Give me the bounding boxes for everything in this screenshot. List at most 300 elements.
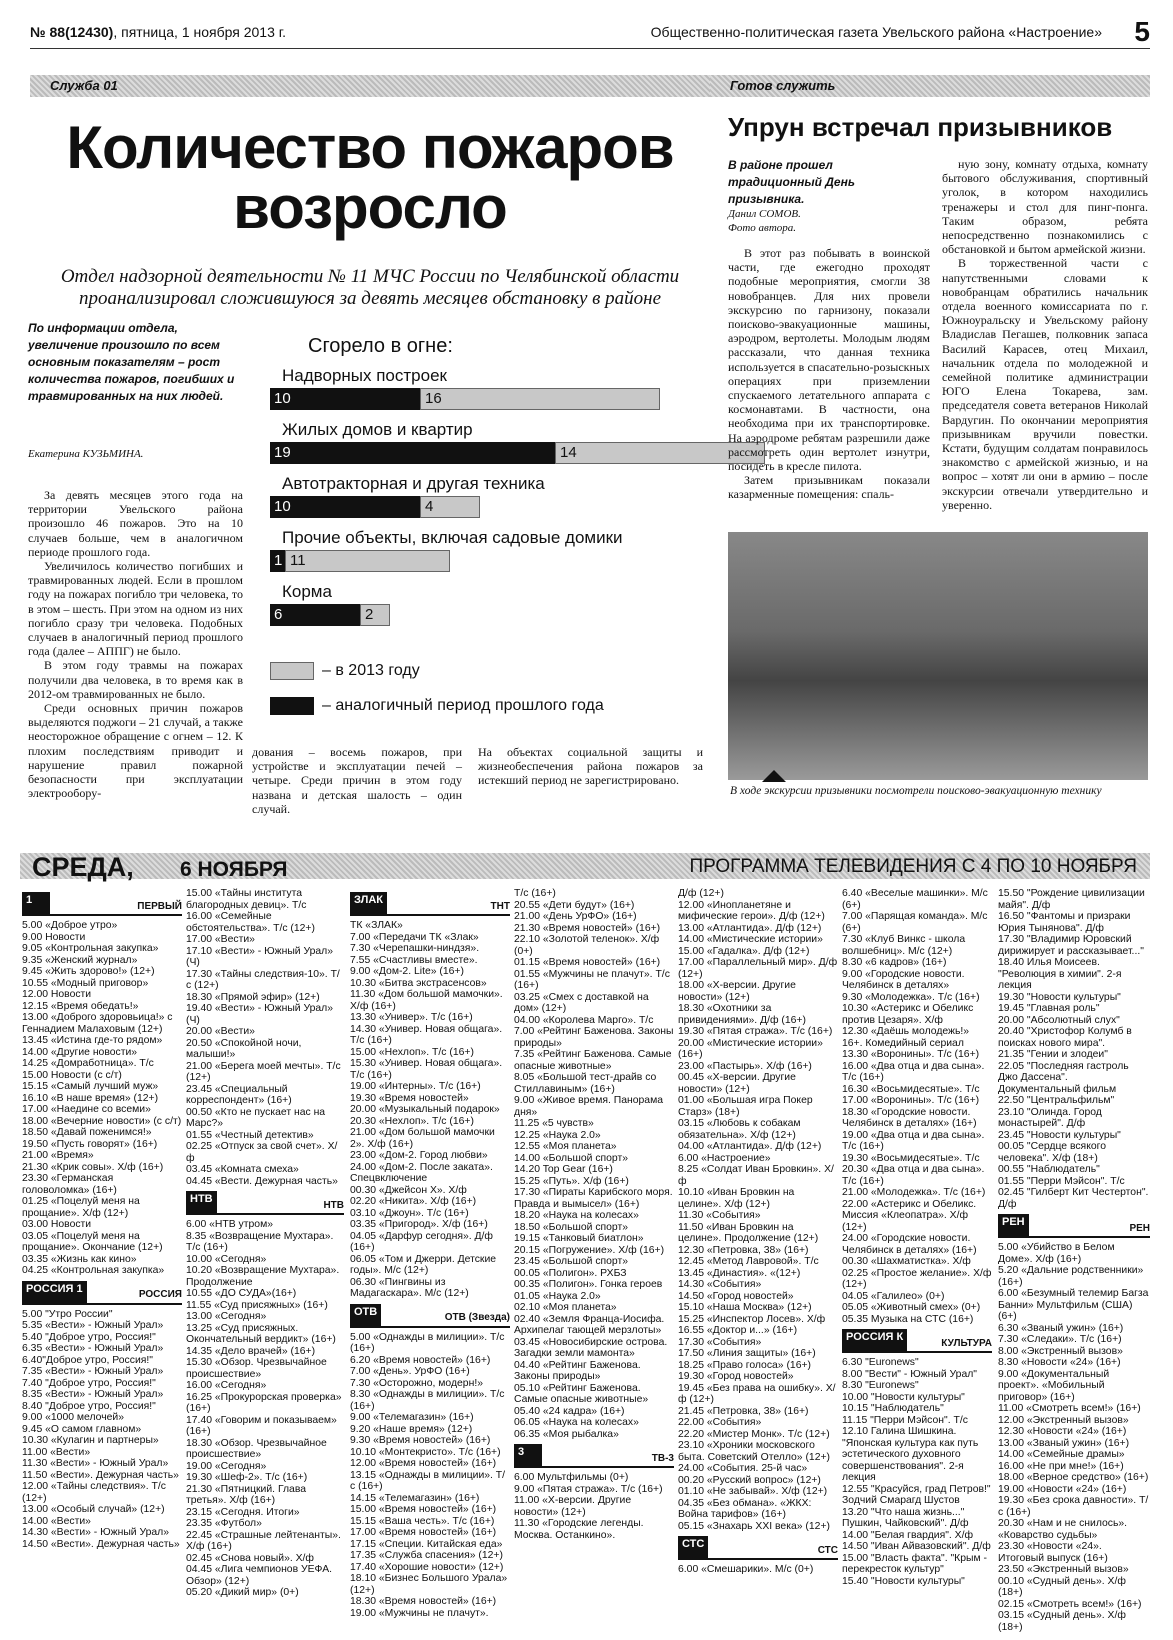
issue-date: , пятница, 1 ноября 2013 г. (113, 24, 287, 40)
tv-listing: 17.50 «Линия защиты» (16+) (678, 1348, 816, 1359)
tv-listing: 17.00 «Наедине со всеми» (22, 1104, 151, 1115)
tv-listing: 18.25 «Право голоса» (16+) (678, 1359, 812, 1371)
channel-header-ren (998, 1214, 1150, 1238)
ren-logo-icon: РЕН (998, 1214, 1029, 1236)
tv-listing: 00.05 «Полигон». РХБЗ (514, 1267, 627, 1279)
article-title: Количество пожаров возросло (66, 114, 674, 241)
tv-listing: 15.25 «Путь». Х/ф (16+) (514, 1175, 629, 1187)
tv-listing: 10.20 «Возвращение Мухтара». Продолжение (186, 1265, 340, 1288)
article-subtitle: Отдел надзорной деятельности № 11 МЧС России по Челябинской области проанализировал сложившуюся за девять месяцев обстановку в районе (60, 266, 680, 309)
tv-listing: 14.00 «Вести» (22, 1515, 91, 1527)
tv-listing: 16.00 «Два отца и два сына». Т/с (16+) (842, 1060, 985, 1083)
tv-listing: 6.40"Доброе утро, Россия!" (22, 1354, 153, 1366)
tv-day: СРЕДА, (32, 852, 134, 882)
channel-name: РОССИЯ (138, 1289, 182, 1300)
rossiya-logo: РОССИЯ 1 (22, 1281, 87, 1303)
tv-listing: 24.00 «Дом-2. После заката». Спецвключение (350, 1161, 493, 1184)
listing-block (186, 1219, 344, 1599)
tv-listing: 15.15 «Самый лучший муж» (22, 1081, 159, 1092)
tv-listing: 9.05 «Контрольная закупка» (22, 943, 159, 954)
tv-listing: 17.30 "Владимир Юровский дирижирует и рассказывает..." (998, 934, 1144, 957)
channel-name: КУЛЬТУРА (941, 1337, 992, 1349)
tv-listing: 13.45 «Династия». «(12+) (678, 1267, 801, 1279)
tv-listing: 16.00 «Сегодня» (186, 1380, 267, 1391)
tv-listing: 01.10 «Не забывай». Х/ф (12+) (678, 1486, 828, 1497)
tv-listing: 01.55 «Честный детектив» (186, 1129, 314, 1141)
tv-listing: 10.55 «ДО СУДА»(16+) (186, 1288, 297, 1299)
tv-listing: 13.00 «Атлантида». Д/ф (12+) (678, 922, 822, 934)
tv-listing: 19.30 «Город новостей» (678, 1371, 794, 1382)
tv-listing: 02.15 «Смотреть всем!» (16+) (998, 1598, 1142, 1610)
tv-listing: 22.20 «Мистер Монк». Т/с (12+) (678, 1428, 830, 1440)
tv-listing: 8.40 "Доброе утро, Россия!" (22, 1400, 156, 1412)
tv-listing: 20.40 "Христофор Колумб в поисках нового мира". (998, 1026, 1132, 1049)
tv-listing: 12.00 «Экстренный вызов» (998, 1414, 1129, 1426)
tv-listing: 9.30 «Молодежка». Т/с (16+) (842, 991, 980, 1003)
tv-listing: 9.00 «Городские новости. Челябинск в деталях» (842, 968, 965, 991)
listing-block (678, 1564, 838, 1576)
tv-listing: 13.00 «Доброго здоровьица!» с Геннадием Малаховым (12+) (22, 1012, 173, 1035)
tv-col-7 (998, 888, 1150, 1633)
listing-block (998, 888, 1150, 1210)
channel-name: НТВ (323, 1199, 344, 1211)
tv-listing: 20.00 «Мистические истории» (16+) (678, 1037, 823, 1060)
tv-date: 6 НОЯБРЯ (180, 858, 288, 881)
chart-category-label: Жилых домов и квартир (282, 420, 473, 439)
tv-listing: 13.30 «Универ». Т/с (16+) (350, 1012, 473, 1023)
tv-listing: 7.30 «Осторожно, модерн!» (350, 1377, 483, 1389)
tv-listing: 8.35 «Возвращение Мухтара». Т/с (16+) (186, 1230, 334, 1253)
tv-listing: 6.00 «НТВ утром» (186, 1219, 273, 1230)
tv-listing: 9.00 «Дом-2. Lite» (16+) (350, 966, 464, 977)
chart-bar-current: 2 (360, 604, 390, 626)
tv-listing: 15.00 «Гадалка». Д/ф (12+) (678, 945, 810, 957)
tv-listing: 14.50 «Город новостей» (678, 1290, 794, 1302)
channel-name: СТС (817, 1544, 838, 1556)
tv-listing: 20.30 «Нехлоп». Т/с (16+) (350, 1115, 474, 1127)
listing-block (22, 1309, 182, 1551)
tv-listing: 22.00 «Астерикс и Обеликс. Миссия «Клеопатра». Х/ф (12+) (842, 1198, 977, 1233)
tv-listing: 16.00 «Не при мне!» (16+) (998, 1460, 1124, 1472)
photo-conscripts (728, 532, 1148, 780)
tv-listing: 24.00 «Городские новости. Челябинск в деталях» (16+) (842, 1233, 977, 1256)
paper-name: Общественно-политическая газета Увельского района «Настроение» (650, 24, 1102, 40)
tv-listing: 00.05 "Сердце всякого человека". Х/ф (18+) (998, 1141, 1106, 1164)
tv-listing: 7.30 «Клуб Винкс - школа волшебниц». М/с (12+) (842, 934, 966, 957)
tv-listing: 15.00 Новости (с с/т) (22, 1069, 122, 1081)
tv-listing: 5.00 «Доброе утро» (22, 920, 118, 931)
issue-info (30, 24, 286, 40)
tv-listing: 6.35 «Вести» - Южный Урал» (22, 1343, 164, 1354)
tv-listing: 06.05 «Наука на колесах» (514, 1417, 639, 1428)
left-rubric: Служба 01 (50, 78, 118, 93)
tv-listing: 11.30 «Городские легенды. Москва. Останкино». (514, 1518, 644, 1541)
tv-listing: 19.40 «Вести» - Южный Урал» (Ч) (186, 1003, 334, 1026)
tv-listing: 7.35 «Рейтинг Баженова. Самые опасные животные» (514, 1049, 672, 1072)
channel-header-otv (350, 1304, 510, 1328)
tv-listing: 21.00 «Берега моей мечты». Т/с (12+) (186, 1060, 341, 1083)
tv-listing: 6.30 «Званый ужин» (16+) (998, 1322, 1124, 1334)
tv-listing: 18.30 «Обзор. Чрезвычайное происшествие» (186, 1437, 327, 1460)
tv-listing: 14.30 «События» (678, 1279, 762, 1290)
tv-listing: 5.00 «Однажды в милиции». Т/с (16+) (350, 1331, 505, 1354)
tv-listing: 22.10 «Золотой теленок». Х/ф (0+) (514, 934, 660, 957)
chart-bar-prev: 19 (270, 442, 555, 464)
tv-listing: 04.00 «Атлантида». Д/ф (12+) (678, 1141, 822, 1152)
paragraph: ную зону, комнату отдыха, комнату бытового обслуживания, спортивный уголок, в котором находились тренажеры и стол для пинг-понга. Таким образом, ребята непосредственно познакомились с обстановкой и бытом армейской жизни. (942, 157, 1148, 257)
right-photo-credit: Фото автора. (728, 222, 797, 234)
tv-listing: 16.30 «Восьмидесятые». Т/с (842, 1083, 980, 1095)
tv-listing: 20.50 «Спокойной ночи, малыши!» (186, 1037, 302, 1060)
tv-listing: 12.00 «Время новостей» (16+) (350, 1458, 497, 1469)
channel-name: ТНТ (490, 900, 510, 912)
tv-listing: 19.30 «Время новостей» (350, 1092, 469, 1104)
chart-bar-current: 11 (285, 550, 450, 572)
tv-listing: 6.00 «Настроение» (678, 1152, 771, 1164)
tv-listing: 17.40 «Говорим и показываем» (16+) (186, 1414, 337, 1437)
tv-listing: 02.45 "Гилберт Кит Честертон". Д/ф (998, 1187, 1149, 1210)
tv-listing: 9.00 «Телемагазин» (16+) (350, 1412, 474, 1423)
right-lead: В районе прошел традиционный День призывника. (728, 158, 855, 206)
tv-listing: 23.30 «Германская головоломка» (16+) (22, 1173, 117, 1196)
tv-listing: 15.00 «Время новостей» (16+) (350, 1504, 497, 1515)
right-author: Данил СОМОВ. (728, 208, 801, 220)
tv-listing: 17.00 «Время новостей» (16+) (350, 1527, 497, 1538)
tv-listing: 23.50 «Экстренный вызов» (998, 1564, 1129, 1575)
tv-listing: 15.00 "Власть факта". "Крым - перекресток культур" (842, 1552, 987, 1575)
tv-listing: 04.40 «Рейтинг Баженова. Законы природы» (514, 1359, 641, 1382)
channel-name: ОТВ (Звезда) (444, 1312, 510, 1323)
chart-category-label: Автотракторная и другая техника (282, 474, 545, 493)
tv-listing: 17.40 «Хорошие новости» (12+) (350, 1561, 504, 1573)
tv-listing: 03.15 «Любовь к собакам обязательна». Х/ф (12+) (678, 1118, 801, 1141)
tv-listing: 12.55 «Моя планета» (514, 1141, 617, 1152)
tv-listing: 10.10 «Иван Бровкин на целине». Х/ф (12+) (678, 1187, 795, 1210)
tv-listing: 14.00 "Белая гвардия". Х/ф (842, 1529, 974, 1541)
tv3-logo-icon: 3 (514, 1444, 542, 1466)
tv-listing: 04.05 «Галилео» (0+) (842, 1290, 945, 1302)
tv-listing: 11.55 «Суд присяжных» (16+) (186, 1299, 328, 1311)
tv-listing: 21.00 «Дом большой мамочки 2». Х/ф (16+) (350, 1127, 495, 1150)
chart-bar-prev: 10 (270, 388, 420, 410)
tv-listing: 19.45 «Без права на ошибку». Х/ф (12+) (678, 1382, 836, 1405)
tv-listing: 00.35 «Полигон». Гонка героев (514, 1279, 663, 1290)
tv-listing: 04.35 «Без обмана». «ЖКХ: Война тарифов» (16+) (678, 1497, 812, 1520)
tv-listing: 16.55 «Доктор и...» (16+) (678, 1325, 798, 1336)
tv-listing: 12.30 «Петровка, 38» (16+) (678, 1244, 809, 1256)
chart-bar-current: 16 (420, 388, 660, 410)
tv-listing: 12.30 «Новости «24» (16+) (998, 1426, 1127, 1437)
tv-listing: 24.00 «События. 25-й час» (678, 1463, 808, 1474)
tv-listing: 19.15 «Танковый биатлон» (514, 1233, 644, 1244)
tv-listing: 5.40 "Доброе утро, Россия!" (22, 1331, 156, 1343)
channel-header-perviy (22, 892, 182, 916)
tv-listing: 9.20 «Наше время» (12+) (350, 1423, 473, 1435)
tv-col-4 (514, 888, 674, 1633)
tv-listing: 13.00 «Особый случай» (12+) (22, 1504, 165, 1515)
tv-listing: 11.25 «5 чувств» (514, 1118, 594, 1129)
chart-bar-prev: 1 (270, 550, 285, 572)
tv-listing: 00.50 «Кто не пускает нас на Марс?» (186, 1106, 326, 1129)
tv-listing: 03.45 «Новосибирские острова. Загадки земли мамонта» (514, 1336, 668, 1359)
article-lead: По информации отдела, увеличение произошло по всем основным показателям – рост количества пожаров, погибших и травмированных на них людей. (28, 321, 235, 403)
tv-listing: 18.30 «Прямой эфир» (12+) (186, 991, 320, 1003)
listing-block (186, 888, 344, 1187)
tv-listing: 7.55 «Счастливы вместе». (350, 954, 478, 966)
tv-listing: 05.10 «Рейтинг Баженова. Самые опасные животные» (514, 1382, 649, 1405)
tv-listing: 17.30 «Пираты Карибского моря. Правда и вымысел» (16+) (514, 1187, 673, 1210)
channel-header-tnt (350, 892, 510, 916)
tv-listing: 12.00 Новости (22, 989, 92, 1000)
tv-listing: 22.00 «События» (678, 1417, 762, 1428)
tv-listing: 10.30 «Астерикс и Обеликс против Цезаря». Х/ф (842, 1003, 974, 1026)
tv-listing: 02.40 «Земля Франца-Иосифа. Архипелаг тающей мерзлоты» (514, 1313, 665, 1336)
tv-listing: 04.00 «Королева Марго». Т/с (514, 1014, 654, 1026)
right-rubric: Готов служить (730, 78, 836, 93)
tv-col-5 (678, 888, 838, 1633)
tv-listing: 03.10 «Джоун». Т/с (16+) (350, 1207, 469, 1219)
tv-listing: 04.45 «Вести. Дежурная часть» (186, 1175, 338, 1187)
tv-listing: 17.10 «Вести» - Южный Урал» (Ч) (186, 945, 334, 968)
channel-name: РЕН (1129, 1222, 1150, 1234)
sts-logo-icon: СТС (678, 1536, 708, 1558)
tv-col-2 (186, 888, 344, 1633)
tv-listing: 21.00 «Молодежка». Т/с (16+) (842, 1187, 986, 1198)
tv-listing: 03.00 Новости (22, 1219, 92, 1230)
chart-bar-prev: 10 (270, 496, 420, 518)
tv-listing: 17.00 «Вести» (186, 934, 255, 945)
tv-listing: 20.00 "Абсолютный слух" (998, 1014, 1120, 1026)
tv-listing: 19.30 «Восьмидесятые». Т/с (842, 1152, 980, 1164)
left-rubric-band (30, 75, 710, 97)
listing-block (514, 1472, 674, 1541)
tv-listing: 11.00 «Смотреть всем!» (16+) (998, 1403, 1141, 1414)
tv-listing: 10.30 «Кулагин и партнеры» (22, 1435, 159, 1446)
tv-listing: 23.00 «Пастырь». Х/ф (16+) (678, 1060, 812, 1072)
tv-listing: 15.15 «Ваша честь». Т/с (16+) (350, 1515, 495, 1527)
tv-listing: 12.55 "Красуйся, град Петров!" Зодчий Смарагд Шустов (842, 1483, 991, 1506)
tv-listing: 13.30 «Воронины». Т/с (16+) (842, 1049, 980, 1060)
tv-listing: 13.25 «Суд присяжных. Окончательный вердикт» (16+) (186, 1322, 336, 1345)
tv-listing: 12.00 «Инопланетяне и мифические герои». Д/ф (12+) (678, 899, 825, 922)
zlak-logo: ЗЛАК (350, 892, 387, 914)
page-number: 5 (1134, 16, 1150, 47)
tv-listing: 04.25 «Контрольная закупка» (22, 1265, 165, 1276)
tv-listing: 14.30 «Вести» - Южный Урал» (22, 1527, 170, 1538)
tv-listing: 00.30 «Джейсон Х». Х/ф (350, 1184, 467, 1196)
tv-listing: 02.10 «Моя планета» (514, 1302, 617, 1313)
tv-listing: ТК «ЗЛАК» (350, 920, 403, 931)
channel-1-logo-icon: 1 (22, 892, 50, 914)
tv-listing: 00.55 "Наблюдатель" (998, 1164, 1100, 1175)
tv-listing: 02.20 «Никита». Х/ф (16+) (350, 1196, 477, 1207)
tv-listing: 11.30 «События» (678, 1210, 761, 1221)
tv-listing: 14.00 «Большой спорт» (514, 1152, 629, 1164)
tv-listing: 22.05 "Последняя гастроль Джо Дассена". Документальный фильм (998, 1060, 1129, 1095)
legend-prev-swatch (270, 697, 314, 715)
tv-listing: 23.45 «Специальный корреспондент» (16+) (186, 1083, 292, 1106)
tv-listing: 02.25 «Простое желание». Х/ф (12+) (842, 1267, 992, 1290)
chart-bar-current: 4 (420, 496, 480, 518)
tv-listing: 11.50 «Вести». Дежурная часть» (22, 1469, 179, 1481)
tv-listing: 05.15 «Знахарь XXI века» (12+) (678, 1520, 830, 1532)
tv-listing: 20.00 «Вести» (186, 1026, 255, 1037)
tv-listing: 12.15 «Время обедать!» (22, 1000, 139, 1012)
tv-listing: 03.45 «Комната смеха» (186, 1164, 299, 1175)
tv-listing: 23.00 «Дом-2. Город любви» (350, 1150, 488, 1161)
tv-listing: 12.45 «Метод Лавровой». Т/с (678, 1256, 819, 1267)
tv-listing: 14.35 «Дело врачей» (16+) (186, 1345, 316, 1357)
tv-listing: 16.50 "Фантомы и призраки Юрия Тынянова". Д/ф (998, 911, 1131, 934)
tv-listing: 9.45 «О самом главном» (22, 1423, 142, 1435)
tv-listing: 10.00 "Новости культуры" (842, 1391, 965, 1403)
tv-listing: 18.40 Илья Моисеев. "Революция в химии". 2-я лекция (998, 957, 1122, 991)
tv-listing: 15.10 «Наша Москва» (12+) (678, 1302, 812, 1313)
channel-header-sts (678, 1536, 838, 1560)
tv-listing: 18.30 «Охотники за привидениями». Д/ф (16+) (678, 1003, 806, 1026)
tv-listing: 7.00 «Передачи ТК «Злак» (350, 931, 479, 943)
tv-listing: 20.55 «Дети будут» (16+) (514, 899, 635, 911)
tv-listing: 18.50 «Давай поженимся!» (22, 1127, 152, 1138)
tv-listing: 17.35 «Служба спасения» (12+) (350, 1550, 503, 1561)
tv-listing: 11.50 «Иван Бровкин на целине». Продолжение (12+) (678, 1221, 819, 1244)
legend-prev-label: – аналогичный период прошлого года (322, 697, 604, 715)
tv-listing: 19.00 «Новости «24» (16+) (998, 1483, 1127, 1495)
tv-listing: 5.20 «Дальние родственники» (16+) (998, 1265, 1144, 1288)
chart-title: Сгорело в огне: (308, 335, 453, 357)
listing-block (350, 920, 510, 1300)
tv-listing: 10.15 "Наблюдатель" (842, 1403, 944, 1414)
tv-listing: 14.50 «Вести». Дежурная часть» (22, 1538, 180, 1550)
listing-block (22, 920, 182, 1277)
legend-current (270, 662, 420, 680)
tv-listing: 18.30 «Время новостей» (16+) (350, 1596, 497, 1607)
channel-name: ПЕРВЫЙ (137, 900, 182, 912)
tv-listing: 23.10 «Хроники московского быта. Советский Отелло» (12+) (678, 1440, 831, 1463)
kultura-logo: РОССИЯ К (842, 1329, 907, 1351)
tv-listing: 22.45 «Страшные лейтенанты». Х/ф (16+) (186, 1529, 341, 1552)
tv-listing: 8.30 «6 кадров» (16+) (842, 957, 947, 968)
tv-listing: 13.15 «Однажды в милиции». Т/с (16+) (350, 1469, 506, 1492)
tv-listing: 21.30 «Время новостей» (16+) (514, 922, 661, 934)
tv-listing: 11.30 «Дом большой мамочки». Х/ф (16+) (350, 989, 503, 1012)
tv-listing: 17.30 «Тайны следствия-10». Т/с (12+) (186, 968, 340, 991)
tv-listing: 23.10 "Олинда. Город монастырей". Д/ф (998, 1106, 1102, 1129)
tv-listing: 7.40 "Доброе утро, Россия!" (22, 1377, 156, 1389)
tv-listing: 19.30 «Без срока давности». Т/с (16+) (998, 1495, 1149, 1518)
tv-listing: 21.45 «Петровка, 38» (16+) (678, 1405, 809, 1417)
tv-listing: 21.30 «Пятницкий. Глава третья». Х/ф (16+) (186, 1483, 307, 1506)
tv-listing: 06.35 «Моя рыбалка» (514, 1428, 619, 1440)
tv-listing: 21.00 «Время» (22, 1150, 94, 1161)
tv-listing: 10.00 «Сегодня» (186, 1253, 267, 1265)
right-rubric-band (710, 75, 1150, 97)
issue-number: № 88(12430) (30, 24, 114, 40)
tv-listing: 23.45 «Большой спорт» (514, 1256, 629, 1267)
tv-listing: 9.30 «Время новостей» (16+) (350, 1435, 491, 1446)
tv-listing: 20.30 «Два отца и два сына». Т/с (16+) (842, 1164, 985, 1187)
channel-header-ntv (186, 1191, 344, 1215)
tv-listing: 7.00 «Рейтинг Баженова. Законы природы» (514, 1026, 674, 1049)
tv-listing: 01.55 "Перри Мэйсон". Т/с (998, 1175, 1125, 1187)
tv-listing: 9.45 «Жить здорово!» (12+) (22, 966, 155, 977)
tv-col-1 (22, 888, 182, 1633)
tv-listing: 06.30 «Пингвины из Мадагаскара». М/с (12+) (350, 1276, 469, 1299)
tv-listing: 20.15 «Погружение». Х/ф (16+) (514, 1244, 665, 1256)
paragraph: За девять месяцев этого года на территории Увельского района произошло 46 пожаров. Это на 10 случаев больше, чем в аналогичном периоде прошлого года. (28, 488, 243, 559)
tv-listing: 14.00 «Мистические истории» (678, 934, 823, 945)
legend-current-swatch (270, 662, 314, 680)
tv-listing: 02.25 «Отпуск за свой счет». Х/ф (186, 1141, 338, 1164)
tv-listing: 11.00 «Х-версии. Другие новости» (12+) (514, 1495, 632, 1518)
tv-listing: 03.05 «Поцелуй меня на прощание». Окончание (12+) (22, 1230, 163, 1253)
article-column-2: дования – восемь пожаров, при устройстве и эксплуатации печей – четыре. Среди причин в этом году названа и детская шалость – один случай. (252, 745, 462, 816)
tv-listing: 6.00 «Смешарики». М/с (0+) (678, 1564, 814, 1575)
tv-listing: 17.00 «Параллельный мир». Д/ф (12+) (678, 957, 838, 980)
tv-listing: 23.35 «Футбол» (186, 1518, 262, 1529)
tv-listing: Т/с (16+) (514, 888, 556, 899)
tv-listing: 22.50 "Центральфильм" (998, 1095, 1115, 1106)
channel-name: ТВ-3 (651, 1452, 674, 1464)
tv-listing: 8.00 «Экстренный вызов» (998, 1345, 1123, 1357)
tv-listing: 14.30 «Универ. Новая общага». Т/с (16+) (350, 1023, 503, 1046)
tv-listing: 14.00 «Другие новости» (22, 1046, 138, 1058)
tv-col-6 (842, 888, 992, 1633)
article-column-3: На объектах социальной защиты и жизнеобеспечения района пожаров за истекший период не зарегистрировано. (478, 745, 703, 788)
tv-listing: 19.00 «Два отца и два сына». Т/с (16+) (842, 1129, 985, 1152)
tv-listing: 18.10 «Бизнес Большого Урала» (12+) (350, 1573, 508, 1596)
listing-block (350, 1332, 510, 1620)
tv-listing: 03.25 «Смех с доставкой на дом» (12+) (514, 991, 649, 1014)
right-column-1 (728, 246, 930, 502)
tv-listing: 9.00 «1000 мелочей» (22, 1412, 124, 1423)
tv-listing: 12.00 «Тайны следствия». Т/с (12+) (22, 1481, 166, 1504)
tv-listing: 14.25 «Домработница». Т/с (22, 1058, 154, 1069)
tv-listing: 05.40 «24 кадра» (16+) (514, 1405, 625, 1417)
tv-listing: 01.00 «Большая игра Покер Старз» (18+) (678, 1095, 813, 1118)
chart-category-label: Прочие объекты, включая садовые домики (282, 528, 623, 547)
tv-listing: 01.55 «Мужчины не плачут». Т/с (16+) (514, 968, 670, 991)
tv-listing: 9.00 «Документальный проект». «Мобильный приговор» (16+) (998, 1368, 1110, 1403)
tv-listing: 6.40 «Веселые машинки». М/с (6+) (842, 888, 988, 911)
tv-listing: 15.30 «Универ. Новая общага». Т/с (16+) (350, 1058, 503, 1081)
tv-listing: 6.00 «Безумный телемир Багза Банни» Мультфильм (США) (6+) (998, 1288, 1149, 1322)
paragraph: В торжественной части с напутственными словами к новобранцам обратились начальник отдела военного комиссариата по г. Южноуральску и Увельскому району Владислав Пегашев, полковник запаса Василий Карасев, отец Михаил, начальник отдела по молодежной и семейной политике администрации ЮГО Елена Токарева, зам. председателя совета ветеранов Николай Вардугин. По окончании мероприятия призывникам вручили повестки. Кстати, будущим солдатам понравилось знакомство с армейской жизнью, и на вопрос – хотят ли они в армию – после экскурсии отвечали утвердительно и уверенно. (942, 256, 1148, 512)
tv-listing: 11.30 «Вести» - Южный Урал» (22, 1458, 169, 1469)
legend-prev (270, 697, 604, 715)
chart-category-label: Надворных построек (282, 366, 447, 385)
tv-listing: 14.20 Top Gear (16+) (514, 1164, 613, 1175)
tv-listing: 8.00 "Вести" - Южный Урал" (842, 1368, 977, 1380)
tv-listing: 15.30 «Обзор. Чрезвычайное происшествие» (186, 1357, 327, 1380)
tv-listing: 7.00 «Парящая команда». М/с (6+) (842, 911, 988, 934)
listing-block (842, 888, 992, 1325)
tv-listing: 8.25 «Солдат Иван Бровкин». Х/ф (678, 1164, 834, 1187)
tv-listing: 8.35 «Вести» - Южный Урал» (22, 1389, 164, 1400)
tv-listing: 19.45 "Главная роль" (998, 1003, 1100, 1014)
tv-listing: 19.00 «Сегодня» (186, 1460, 267, 1472)
listing-block (842, 1357, 992, 1587)
tv-listing: 15.50 "Рождение цивилизации майя". Д/ф (998, 888, 1145, 911)
tv-listing: 23.45 "Новости культуры" (998, 1129, 1121, 1141)
tv-listing: 19.00 «Мужчины не плачут». (350, 1607, 489, 1619)
tv-listing: 9.00 «Живое время. Панорама дня» (514, 1095, 663, 1118)
tv-listing: 15.00 «Нехлоп». Т/с (16+) (350, 1046, 474, 1058)
tv-listing: 03.35 «Пригород». Х/ф (16+) (350, 1219, 488, 1230)
tv-listing: 17.00 «Воронины». Т/с (16+) (842, 1095, 980, 1106)
tv-listing: 6.30 "Euronews" (842, 1357, 919, 1368)
tv-listing: 06.05 «Том и Джерри. Детские годы». М/с (12+) (350, 1253, 497, 1276)
